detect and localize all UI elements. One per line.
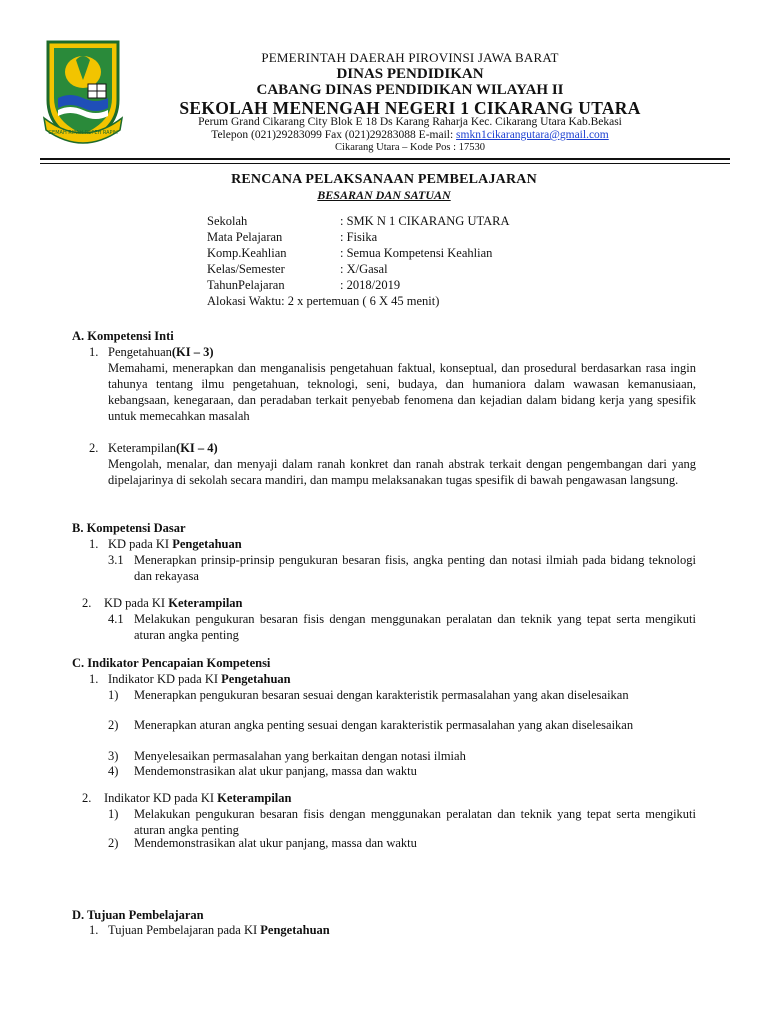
header-government: PEMERINTAH DAERAH PIROVINSI JAWA BARAT [261, 50, 559, 65]
header-dinas: DINAS PENDIDIKAN [336, 66, 484, 82]
tujuan-number: 1. [89, 923, 99, 937]
kd-prefix: KD pada KI [104, 596, 169, 610]
list-item: Menyelesaikan permasalahan yang berkaitan dengan notasi ilmiah [134, 749, 466, 763]
header-cabang: CABANG DINAS PENDIDIKAN WILAYAH II [256, 82, 564, 98]
kd-bold: Keterampilan [168, 596, 243, 610]
info-value: : Fisika [340, 230, 378, 244]
info-row [207, 214, 510, 229]
info-label: Sekolah [207, 214, 248, 228]
info-label: TahunPelajaran [207, 278, 285, 292]
info-label: Mata Pelajaran [207, 230, 283, 244]
west-java-emblem-logo [40, 38, 126, 144]
kd-pengetahuan-heading [108, 536, 242, 552]
indikator-keterampilan-number: 2. [82, 791, 92, 805]
header-school-name: SEKOLAH MENENGAH NEGERI 1 CIKARANG UTARA [179, 98, 641, 118]
tujuan-bold: Pengetahuan [260, 923, 330, 937]
ki4-code: (KI – 4) [176, 441, 218, 455]
kd-3-1-number: 3.1 [108, 553, 124, 567]
header-divider-thin [40, 163, 730, 164]
ki4-label: Keterampilan [108, 441, 177, 455]
ki3-code: (KI – 3) [171, 345, 214, 359]
info-value: : Semua Kompetensi Keahlian [340, 246, 493, 260]
indikator-bold: Keterampilan [217, 791, 292, 805]
list-item-number: 2) [108, 836, 119, 850]
contact-text: Telepon (021)29283099 Fax (021)29283088 E-mail: [211, 129, 457, 141]
tujuan-prefix: Tujuan Pembelajaran pada KI [108, 923, 261, 937]
info-row [207, 278, 400, 293]
svg-text:GEMAH RIPAH REPEH RAPIH: GEMAH RIPAH REPEH RAPIH [48, 130, 118, 136]
ki4-text: Mengolah, menalar, dan menyaji dalam ranah konkret dan ranah abstrak terkait dengan pengembangan dari yang dipelajarinya di sekolah secara mandiri, dan mampu melaksanakan tugas spesifik di bawah pengawasan langsung. [108, 457, 696, 487]
ki4-heading [108, 440, 218, 456]
ki3-label: Pengetahuan [108, 345, 172, 359]
ki3-text: Memahami, menerapkan dan menganalisis pengetahuan faktual, konseptual, dan prosedural berdasarkan rasa ingin tahunya tentang ilmu pengetahuan, teknologi, seni, budaya, dan humaniora dalam wawasan kemanusiaan, kebangsaan, kenegaraan, dan peradaban terkait penyebab fenomena dan kejadian dalam bidang kerja yang spesifik untuk memecahkan masalah [108, 361, 696, 423]
list-item-number: 4) [108, 764, 119, 778]
kd-keterampilan-number: 2. [82, 596, 92, 610]
header-divider-thick [40, 158, 730, 160]
info-label: Kelas/Semester [207, 262, 285, 276]
info-row [207, 262, 388, 277]
indikator-pengetahuan-number: 1. [89, 672, 99, 686]
list-item-number: 1) [108, 688, 119, 702]
document-title: RENCANA PELAKSANAAN PEMBELAJARAN [231, 172, 537, 187]
ki3-number: 1. [89, 345, 99, 359]
indikator-bold: Pengetahuan [221, 672, 291, 686]
info-label: Komp.Keahlian [207, 246, 287, 260]
section-c-heading: C. Indikator Pencapaian Kompetensi [72, 656, 271, 670]
indikator-prefix: Indikator KD pada KI [108, 672, 222, 686]
header-postal: Cikarang Utara – Kode Pos : 17530 [335, 142, 485, 153]
info-value: : 2018/2019 [340, 278, 401, 292]
info-row [207, 230, 377, 245]
list-item-number: 1) [108, 807, 119, 821]
list-item: Mendemonstrasikan alat ukur panjang, massa dan waktu [134, 764, 417, 778]
info-row [207, 246, 492, 261]
indikator-pengetahuan-heading [108, 671, 291, 687]
email-link[interactable]: smkn1cikarangutara@gmail.com [456, 129, 609, 141]
kd-4-1-text: Melakukan pengukuran besaran fisis dengan menggunakan peralatan dan teknik yang tepat serta mengikuti aturan angka penting [134, 612, 696, 642]
list-item: Melakukan pengukuran besaran fisis dengan menggunakan peralatan dan teknik yang tepat serta mengikuti aturan angka penting [134, 807, 696, 837]
list-item: Menerapkan pengukuran besaran sesuai dengan karakteristik permasalahan yang akan diselesaikan [134, 688, 629, 702]
indikator-keterampilan-heading [104, 790, 291, 806]
header-contact [120, 129, 700, 141]
section-d-heading: D. Tujuan Pembelajaran [72, 908, 204, 922]
ki3-heading [108, 344, 214, 360]
list-item: Mendemonstrasikan alat ukur panjang, massa dan waktu [134, 836, 417, 850]
kd-bold: Pengetahuan [172, 537, 242, 551]
kd-keterampilan-heading [104, 595, 243, 611]
info-value: : SMK N 1 CIKARANG UTARA [340, 214, 510, 228]
section-b-heading: B. Kompetensi Dasar [72, 521, 186, 535]
section-a-heading: A. Kompetensi Inti [72, 329, 174, 343]
document-subtitle: BESARAN DAN SATUAN [317, 188, 451, 202]
alokasi-waktu: Alokasi Waktu: 2 x pertemuan ( 6 X 45 menit) [207, 294, 440, 308]
ki4-number: 2. [89, 441, 99, 455]
list-item: Menerapkan aturan angka penting sesuai dengan karakteristik permasalahan yang akan diselesaikan [134, 718, 634, 732]
indikator-prefix: Indikator KD pada KI [104, 791, 218, 805]
tujuan-heading [108, 922, 330, 938]
kd-4-1-number: 4.1 [108, 612, 124, 626]
kd-pengetahuan-number: 1. [89, 537, 99, 551]
kd-prefix: KD pada KI [108, 537, 173, 551]
list-item-number: 2) [108, 718, 119, 732]
list-item-number: 3) [108, 749, 119, 763]
header-address: Perum Grand Cikarang City Blok E 18 Ds Karang Raharja Kec. Cikarang Utara Kab.Bekasi [198, 116, 622, 128]
kd-3-1-text: Menerapkan prinsip-prinsip pengukuran besaran fisis, angka penting dan notasi ilmiah pada bidang teknologi dan rekayasa [134, 553, 696, 583]
info-value: : X/Gasal [340, 262, 388, 276]
